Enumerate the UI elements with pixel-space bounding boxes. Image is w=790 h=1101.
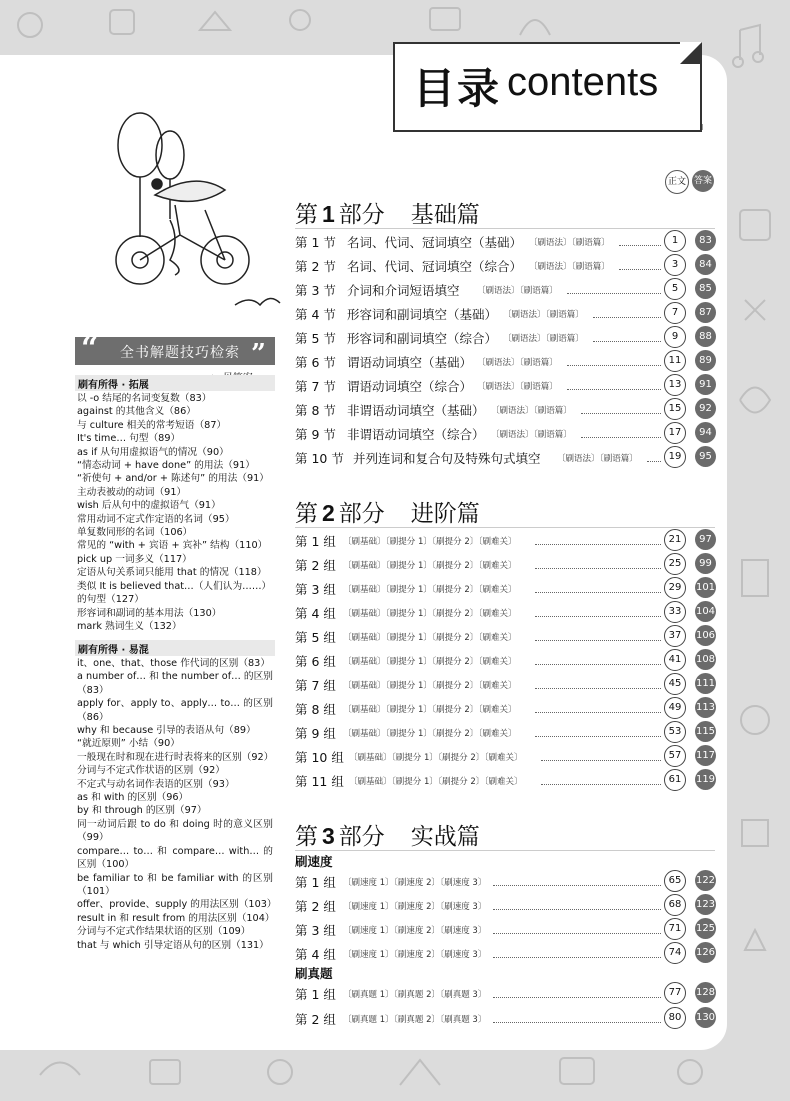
row-label: 第 7 节	[295, 379, 336, 394]
toc-row[interactable]	[295, 871, 720, 891]
page-title: 目录	[413, 64, 502, 113]
page-number[interactable]: 11	[664, 350, 686, 372]
leader-dots	[567, 351, 661, 366]
row-title: 谓语动词填空（基础）	[347, 355, 473, 370]
leader-dots	[535, 554, 661, 569]
leader-dots	[619, 255, 661, 270]
row-title: 并列连词和复合句及特殊句式填空	[353, 451, 541, 466]
divider	[295, 228, 715, 229]
row-tags: 〔刷语法〕〔刷语篇〕	[503, 334, 584, 344]
toc-row[interactable]	[295, 578, 720, 598]
leader-dots	[493, 943, 661, 958]
row-tags: 〔刷基础〕〔刷提分 1〕〔刷提分 2〕〔刷难关〕	[343, 681, 517, 691]
row-tags: 〔刷语法〕〔刷语篇〕	[529, 262, 610, 272]
list-item: It's time… 句型（89）	[77, 433, 181, 445]
leader-dots	[535, 650, 661, 665]
row-label: 第 6 节	[295, 355, 336, 370]
part-number: 3	[322, 823, 335, 849]
row-label: 第 5 节	[295, 331, 336, 346]
row-tags: 〔刷速度 1〕〔刷速度 2〕〔刷速度 3〕	[343, 950, 487, 960]
list-item: that 与 which 引导定语从句的区别（131）	[77, 939, 269, 951]
toc-row[interactable]	[295, 746, 720, 766]
leader-dots	[493, 983, 661, 998]
toc-row[interactable]	[295, 602, 720, 622]
index-group1-list	[77, 392, 273, 633]
part-number: 1	[322, 201, 335, 227]
row-tags: 〔刷语法〕〔刷语篇〕	[491, 430, 572, 440]
toc-row[interactable]	[295, 895, 720, 915]
answer-page-number[interactable]: 126	[695, 942, 716, 963]
page-number[interactable]: 19	[664, 446, 686, 468]
title-box	[393, 42, 702, 132]
part-label: 第	[295, 501, 318, 527]
answer-page-number[interactable]: 119	[695, 769, 716, 790]
list-item: offer、provide、supply 的用法区别（103）	[77, 899, 277, 911]
title-fold	[680, 42, 702, 64]
leader-dots	[535, 530, 661, 545]
leader-dots	[593, 327, 661, 342]
list-item: 的句型（127）	[77, 594, 144, 606]
list-item: 常见的 “with + 宾语 + 宾补” 结构（110）	[77, 540, 268, 552]
page-number[interactable]: 71	[664, 918, 686, 940]
row-tags: 〔刷语法〕〔刷语篇〕	[477, 382, 558, 392]
answer-page-number[interactable]: 108	[695, 649, 716, 670]
list-item: why 和 because 引导的表语从句（89）	[77, 725, 256, 737]
row-tags: 〔刷基础〕〔刷提分 1〕〔刷提分 2〕〔刷难关〕	[343, 609, 517, 619]
list-item: 单复数同形的名词（106）	[77, 527, 193, 539]
row-label: 第 10 节	[295, 451, 344, 466]
answer-page-number[interactable]: 91	[695, 374, 716, 395]
list-item: compare… to… 和 compare… with… 的区别（100）	[77, 845, 273, 871]
subsection-title: 刷真题	[295, 966, 333, 981]
row-tags: 〔刷语法〕〔刷语篇〕	[529, 238, 610, 248]
page-number[interactable]: 17	[664, 422, 686, 444]
row-label: 第 3 节	[295, 283, 336, 298]
page-number[interactable]: 41	[664, 649, 686, 671]
row-label: 第 4 组	[295, 606, 336, 621]
list-item: pick up 一词多义（117）	[77, 553, 192, 565]
list-item: 不定式与动名词作表语的区别（93）	[77, 778, 235, 790]
toc-row[interactable]	[295, 279, 720, 299]
answer-page-number[interactable]: 97	[695, 529, 716, 550]
row-tags: 〔刷基础〕〔刷提分 1〕〔刷提分 2〕〔刷难关〕	[349, 777, 523, 787]
list-item: apply for、apply to、apply… to… 的区别（86）	[77, 698, 273, 723]
quote-close-icon: ”	[251, 339, 266, 369]
part-2-title	[295, 495, 480, 528]
page-number[interactable]: 49	[664, 697, 686, 719]
list-item: 常用动词不定式作定语的名词（95）	[77, 513, 235, 525]
row-label: 第 9 组	[295, 726, 336, 741]
toc-row[interactable]	[295, 303, 720, 323]
toc-row[interactable]	[295, 351, 720, 371]
index-group-title: 刷有所得 · 易混	[78, 645, 149, 656]
bicycle-illustration	[85, 100, 285, 320]
answer-page-number[interactable]: 117	[695, 745, 716, 766]
page-number[interactable]: 21	[664, 529, 686, 551]
row-tags: 〔刷速度 1〕〔刷速度 2〕〔刷速度 3〕	[343, 902, 487, 912]
row-label: 第 10 组	[295, 750, 344, 765]
answer-page-number[interactable]: 94	[695, 422, 716, 443]
toc-row[interactable]	[295, 943, 720, 963]
answer-page-number[interactable]: 125	[695, 918, 716, 939]
row-tags: 〔刷基础〕〔刷提分 1〕〔刷提分 2〕〔刷难关〕	[343, 585, 517, 595]
list-item: “就近原则” 小结（90）	[77, 738, 180, 750]
part-label: 第	[295, 824, 318, 850]
leader-dots	[493, 871, 661, 886]
toc-row[interactable]	[295, 1008, 720, 1028]
answer-page-number[interactable]: 92	[695, 398, 716, 419]
leader-dots	[535, 722, 661, 737]
row-label: 第 2 节	[295, 259, 336, 274]
leader-dots	[581, 399, 661, 414]
row-label: 第 4 节	[295, 307, 336, 322]
leader-dots	[541, 770, 661, 785]
row-tags: 〔刷语法〕〔刷语篇〕	[557, 454, 638, 464]
quote-open-icon: “	[81, 331, 99, 366]
toc-row[interactable]	[295, 626, 720, 646]
page-title-en: contents	[507, 60, 659, 104]
row-tags: 〔刷基础〕〔刷提分 1〕〔刷提分 2〕〔刷难关〕	[343, 705, 517, 715]
row-tags: 〔刷基础〕〔刷提分 1〕〔刷提分 2〕〔刷难关〕	[343, 633, 517, 643]
answer-page-legend: 答案	[692, 170, 714, 192]
index-group-title: 刷有所得 · 拓展	[78, 380, 149, 391]
row-tags: 〔刷速度 1〕〔刷速度 2〕〔刷速度 3〕	[343, 878, 487, 888]
page-number[interactable]: 9	[664, 326, 686, 348]
list-item: 定语从句关系词只能用 that 的情况（118）	[77, 567, 267, 579]
text-page-legend: 正文	[665, 170, 689, 194]
part-label: 部分	[338, 501, 385, 527]
answer-page-number[interactable]: 130	[695, 1007, 716, 1028]
answer-page-number[interactable]: 99	[695, 553, 716, 574]
toc-row[interactable]	[295, 554, 720, 574]
part-number: 2	[322, 500, 335, 526]
toc-row[interactable]	[295, 674, 720, 694]
toc-row[interactable]	[295, 327, 720, 347]
list-item: by 和 through 的区别（97）	[77, 805, 207, 817]
row-tags: 〔刷语法〕〔刷语篇〕	[491, 406, 572, 416]
divider	[295, 527, 715, 528]
list-item: “情态动词 + have done” 的用法（91）	[77, 460, 255, 472]
page-number[interactable]: 80	[664, 1007, 686, 1029]
row-label: 第 3 组	[295, 582, 336, 597]
page-number[interactable]: 33	[664, 601, 686, 623]
page-number[interactable]: 13	[664, 374, 686, 396]
leader-dots	[535, 674, 661, 689]
index-group-header	[75, 375, 275, 391]
page-number[interactable]: 25	[664, 553, 686, 575]
toc-row[interactable]	[295, 423, 720, 443]
answer-page-number[interactable]: 84	[695, 254, 716, 275]
index-header	[75, 331, 275, 369]
leader-dots	[567, 279, 661, 294]
answer-page-number[interactable]: 128	[695, 982, 716, 1003]
page-number[interactable]: 37	[664, 625, 686, 647]
index-group2-list	[77, 657, 277, 952]
row-tags: 〔刷基础〕〔刷提分 1〕〔刷提分 2〕〔刷难关〕	[343, 537, 517, 547]
list-item: 类似 It is believed that…（人们认为……）	[77, 580, 272, 592]
toc-row[interactable]	[295, 650, 720, 670]
toc-row[interactable]	[295, 255, 720, 275]
answer-page-number[interactable]: 95	[695, 446, 716, 467]
leader-dots	[493, 895, 661, 910]
list-item: it、one、that、those 作代词的区别（83）	[77, 658, 271, 669]
subsection-title: 刷速度	[295, 854, 333, 869]
page-number[interactable]: 57	[664, 745, 686, 767]
list-item: 与 culture 相关的常考短语（87）	[77, 419, 227, 431]
answer-page-number[interactable]: 113	[695, 697, 716, 718]
answer-page-number[interactable]: 123	[695, 894, 716, 915]
row-tags: 〔刷真题 1〕〔刷真题 2〕〔刷真题 3〕	[343, 1015, 487, 1025]
page-number[interactable]: 29	[664, 577, 686, 599]
page-number[interactable]: 3	[664, 254, 686, 276]
row-label: 第 3 组	[295, 923, 336, 938]
toc-row[interactable]	[295, 375, 720, 395]
toc-row[interactable]	[295, 399, 720, 419]
answer-page-number[interactable]: 89	[695, 350, 716, 371]
list-item: 以 -o 结尾的名词变复数（83）	[77, 393, 212, 404]
part-name: 基础篇	[410, 202, 480, 228]
row-label: 第 1 组	[295, 987, 336, 1002]
answer-page-number[interactable]: 111	[695, 673, 716, 694]
row-label: 第 11 组	[295, 774, 344, 789]
answer-page-number[interactable]: 106	[695, 625, 716, 646]
page-number[interactable]: 5	[664, 278, 686, 300]
toc-row[interactable]	[295, 919, 720, 939]
page-number[interactable]: 65	[664, 870, 686, 892]
row-tags: 〔刷语法〕〔刷语篇〕	[503, 310, 584, 320]
list-item: 主动表被动的动词（91）	[77, 486, 187, 498]
leader-dots	[619, 231, 661, 246]
row-tags: 〔刷基础〕〔刷提分 1〕〔刷提分 2〕〔刷难关〕	[349, 753, 523, 763]
answer-page-number[interactable]: 115	[695, 721, 716, 742]
list-item: against 的其他含义（86）	[77, 406, 196, 418]
row-label: 第 6 组	[295, 654, 336, 669]
row-tags: 〔刷真题 1〕〔刷真题 2〕〔刷真题 3〕	[343, 990, 487, 1000]
row-tags: 〔刷基础〕〔刷提分 1〕〔刷提分 2〕〔刷难关〕	[343, 729, 517, 739]
row-label: 第 9 节	[295, 427, 336, 442]
page-number[interactable]: 53	[664, 721, 686, 743]
list-item: be familiar to 和 be familiar with 的区别（101）	[77, 872, 273, 897]
row-label: 第 1 节	[295, 235, 336, 250]
part-name: 进阶篇	[410, 501, 480, 527]
leader-dots	[535, 698, 661, 713]
part-label: 第	[295, 202, 318, 228]
list-item: 同一动词后跟 to do 和 doing 时的意义区别（99）	[77, 818, 273, 844]
page-number[interactable]: 1	[664, 230, 686, 252]
page-number[interactable]: 61	[664, 769, 686, 791]
row-label: 第 8 节	[295, 403, 336, 418]
toc-row[interactable]	[295, 231, 720, 251]
row-title: 形容词和副词填空（基础）	[347, 307, 498, 322]
row-tags: 〔刷语法〕〔刷语篇〕	[477, 358, 558, 368]
row-title: 非谓语动词填空（综合）	[347, 427, 485, 442]
leader-dots	[535, 626, 661, 641]
page-number[interactable]: 7	[664, 302, 686, 324]
page-number[interactable]: 68	[664, 894, 686, 916]
part-name: 实战篇	[410, 824, 480, 850]
row-title: 介词和介词短语填空	[347, 283, 460, 298]
answer-page-number[interactable]: 87	[695, 302, 716, 323]
list-item: a number of… 和 the number of… 的区别（83）	[77, 671, 273, 696]
row-label: 第 2 组	[295, 899, 336, 914]
leader-dots	[493, 1008, 661, 1023]
list-item: “祈使句 + and/or + 陈述句” 的用法（91）	[77, 473, 269, 485]
answer-page-number[interactable]: 122	[695, 870, 716, 891]
row-title: 名词、代词、冠词填空（综合）	[347, 259, 523, 274]
leader-dots	[567, 375, 661, 390]
list-item: wish 后从句中的虚拟语气（91）	[77, 500, 221, 512]
list-item: 一般现在时和现在进行时表将来的区别（92）	[77, 751, 274, 763]
row-label: 第 2 组	[295, 1012, 336, 1027]
row-tags: 〔刷基础〕〔刷提分 1〕〔刷提分 2〕〔刷难关〕	[343, 657, 517, 667]
row-title: 谓语动词填空（综合）	[347, 379, 473, 394]
part-label: 部分	[338, 824, 385, 850]
leader-dots	[647, 447, 661, 462]
row-label: 第 7 组	[295, 678, 336, 693]
list-item: mark 熟词生义（132）	[77, 620, 182, 632]
row-title: 非谓语动词填空（基础）	[347, 403, 485, 418]
answer-page-number[interactable]: 83	[695, 230, 716, 251]
row-label: 第 1 组	[295, 875, 336, 890]
row-tags: 〔刷语法〕〔刷语篇〕	[477, 286, 558, 296]
page-number[interactable]: 77	[664, 982, 686, 1004]
page-number[interactable]: 74	[664, 942, 686, 964]
row-label: 第 2 组	[295, 558, 336, 573]
leader-dots	[593, 303, 661, 318]
toc-row[interactable]	[295, 530, 720, 550]
row-title: 形容词和副词填空（综合）	[347, 331, 498, 346]
divider	[295, 850, 715, 851]
answer-page-number[interactable]: 104	[695, 601, 716, 622]
list-item: 分词与不定式作状语的区别（92）	[77, 765, 225, 777]
index-title: 全书解题技巧检索	[120, 345, 240, 361]
leader-dots	[535, 602, 661, 617]
page-number[interactable]: 45	[664, 673, 686, 695]
page-number[interactable]: 15	[664, 398, 686, 420]
row-label: 第 8 组	[295, 702, 336, 717]
toc-row[interactable]	[295, 447, 720, 467]
leader-dots	[541, 746, 661, 761]
toc-row[interactable]	[295, 698, 720, 718]
toc-row[interactable]	[295, 770, 720, 790]
index-group-header	[75, 640, 275, 656]
list-item: result in 和 result from 的用法区别（104）	[77, 912, 275, 924]
row-tags: 〔刷速度 1〕〔刷速度 2〕〔刷速度 3〕	[343, 926, 487, 936]
list-item: as if 从句用虚拟语气的情况（90）	[77, 446, 229, 458]
leader-dots	[535, 578, 661, 593]
row-tags: 〔刷基础〕〔刷提分 1〕〔刷提分 2〕〔刷难关〕	[343, 561, 517, 571]
list-item: 形容词和副词的基本用法（130）	[77, 607, 222, 619]
answer-page-number[interactable]: 101	[695, 577, 716, 598]
part-label: 部分	[338, 202, 385, 228]
row-label: 第 1 组	[295, 534, 336, 549]
list-item: as 和 with 的区别（96）	[77, 792, 189, 804]
leader-dots	[493, 919, 661, 934]
leader-dots	[581, 423, 661, 438]
answer-page-number[interactable]: 85	[695, 278, 716, 299]
toc-row[interactable]	[295, 983, 720, 1003]
toc-row[interactable]	[295, 722, 720, 742]
row-label: 第 4 组	[295, 947, 336, 962]
row-label: 第 5 组	[295, 630, 336, 645]
part-1-title	[295, 196, 480, 229]
list-item: 分词与不定式作结果状语的区别（109）	[77, 926, 251, 938]
part-3-title	[295, 818, 480, 851]
answer-page-number[interactable]: 88	[695, 326, 716, 347]
row-title: 名词、代词、冠词填空（基础）	[347, 235, 523, 250]
